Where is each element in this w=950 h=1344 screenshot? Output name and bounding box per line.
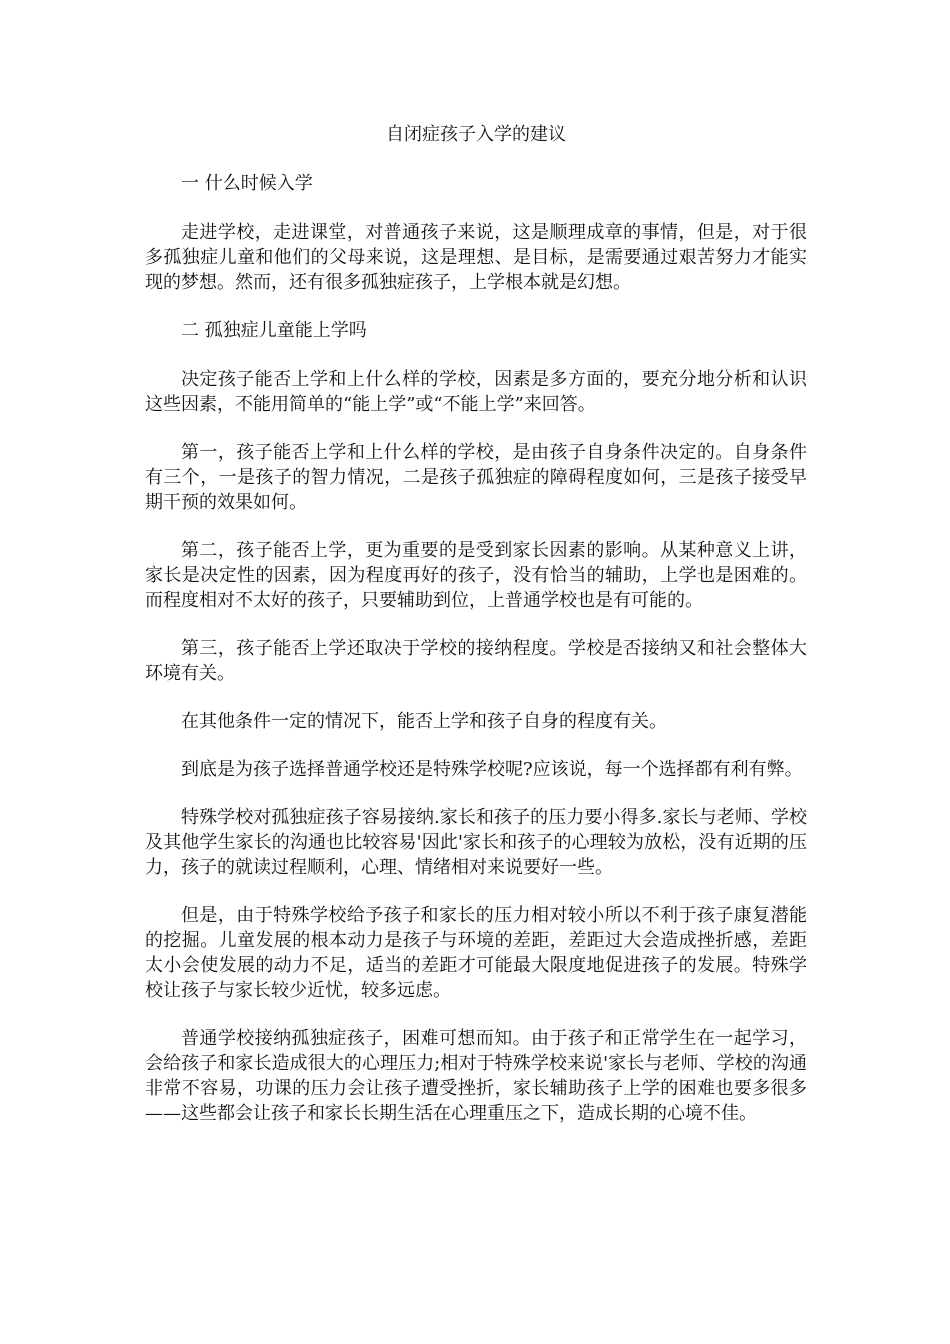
paragraph: 普通学校接纳孤独症孩子，困难可想而知。由于孩子和正常学生在一起学习，会给孩子和家长造成很大的心理压力;相对于特殊学校来说'家长与老师、学校的沟通非常不容易，功课的压力会让孩子遭受挫折，家长辅助孩子上学的困难也要多很多——这些都会让孩子和家长长期生活在心理重压之下，造成长期的心境不佳。 <box>145 1028 807 1124</box>
paragraph: 但是，由于特殊学校给予孩子和家长的压力相对较小所以不利于孩子康复潜能的挖掘。儿童发展的根本动力是孩子与环境的差距，差距过大会造成挫折感，差距太小会使发展的动力不足，适当的差距才可能最大限度地促进孩子的发展。特殊学校让孩子与家长较少近忧，较多远虑。 <box>145 905 807 1001</box>
paragraph: 到底是为孩子选择普通学校还是特殊学校呢?应该说，每一个选择都有利有弊。 <box>181 759 803 780</box>
paragraph: 走进学校，走进课堂，对普通孩子来说，这是顺理成章的事情，但是，对于很多孤独症儿童和他们的父母来说，这是理想、是目标，是需要通过艰苦努力才能实现的梦想。然而，还有很多孤独症孩子，上学根本就是幻想。 <box>145 222 807 293</box>
section-heading-when-to-enroll: 一 什么时候入学 <box>181 173 313 194</box>
document-title: 自闭症孩子入学的建议 <box>386 124 566 145</box>
paragraph: 第三，孩子能否上学还取决于学校的接纳程度。学校是否接纳又和社会整体大环境有关。 <box>145 638 807 684</box>
paragraph: 在其他条件一定的情况下，能否上学和孩子自身的程度有关。 <box>181 711 667 732</box>
paragraph: 特殊学校对孤独症孩子容易接纳.家长和孩子的压力要小得多.家长与老师、学校及其他学生家长的沟通也比较容易'因此'家长和孩子的心理较为放松，没有近期的压力，孩子的就读过程顺利，心理、情绪相对来说要好一些。 <box>145 807 807 878</box>
paragraph: 第一，孩子能否上学和上什么样的学校，是由孩子自身条件决定的。自身条件有三个，一是孩子的智力情况，二是孩子孤独症的障碍程度如何，三是孩子接受早期干预的效果如何。 <box>145 442 807 513</box>
paragraph: 第二，孩子能否上学，更为重要的是受到家长因素的影响。从某种意义上讲，家长是决定性的因素，因为程度再好的孩子，没有恰当的辅助，上学也是困难的。而程度相对不太好的孩子，只要辅助到位，上普通学校也是有可能的。 <box>145 540 807 611</box>
section-heading-can-attend-school: 二 孤独症儿童能上学吗 <box>181 320 367 341</box>
document-page <box>145 122 807 1149</box>
paragraph: 决定孩子能否上学和上什么样的学校，因素是多方面的，要充分地分析和认识这些因素，不能用简单的“能上学”或“不能上学”来回答。 <box>145 369 807 415</box>
